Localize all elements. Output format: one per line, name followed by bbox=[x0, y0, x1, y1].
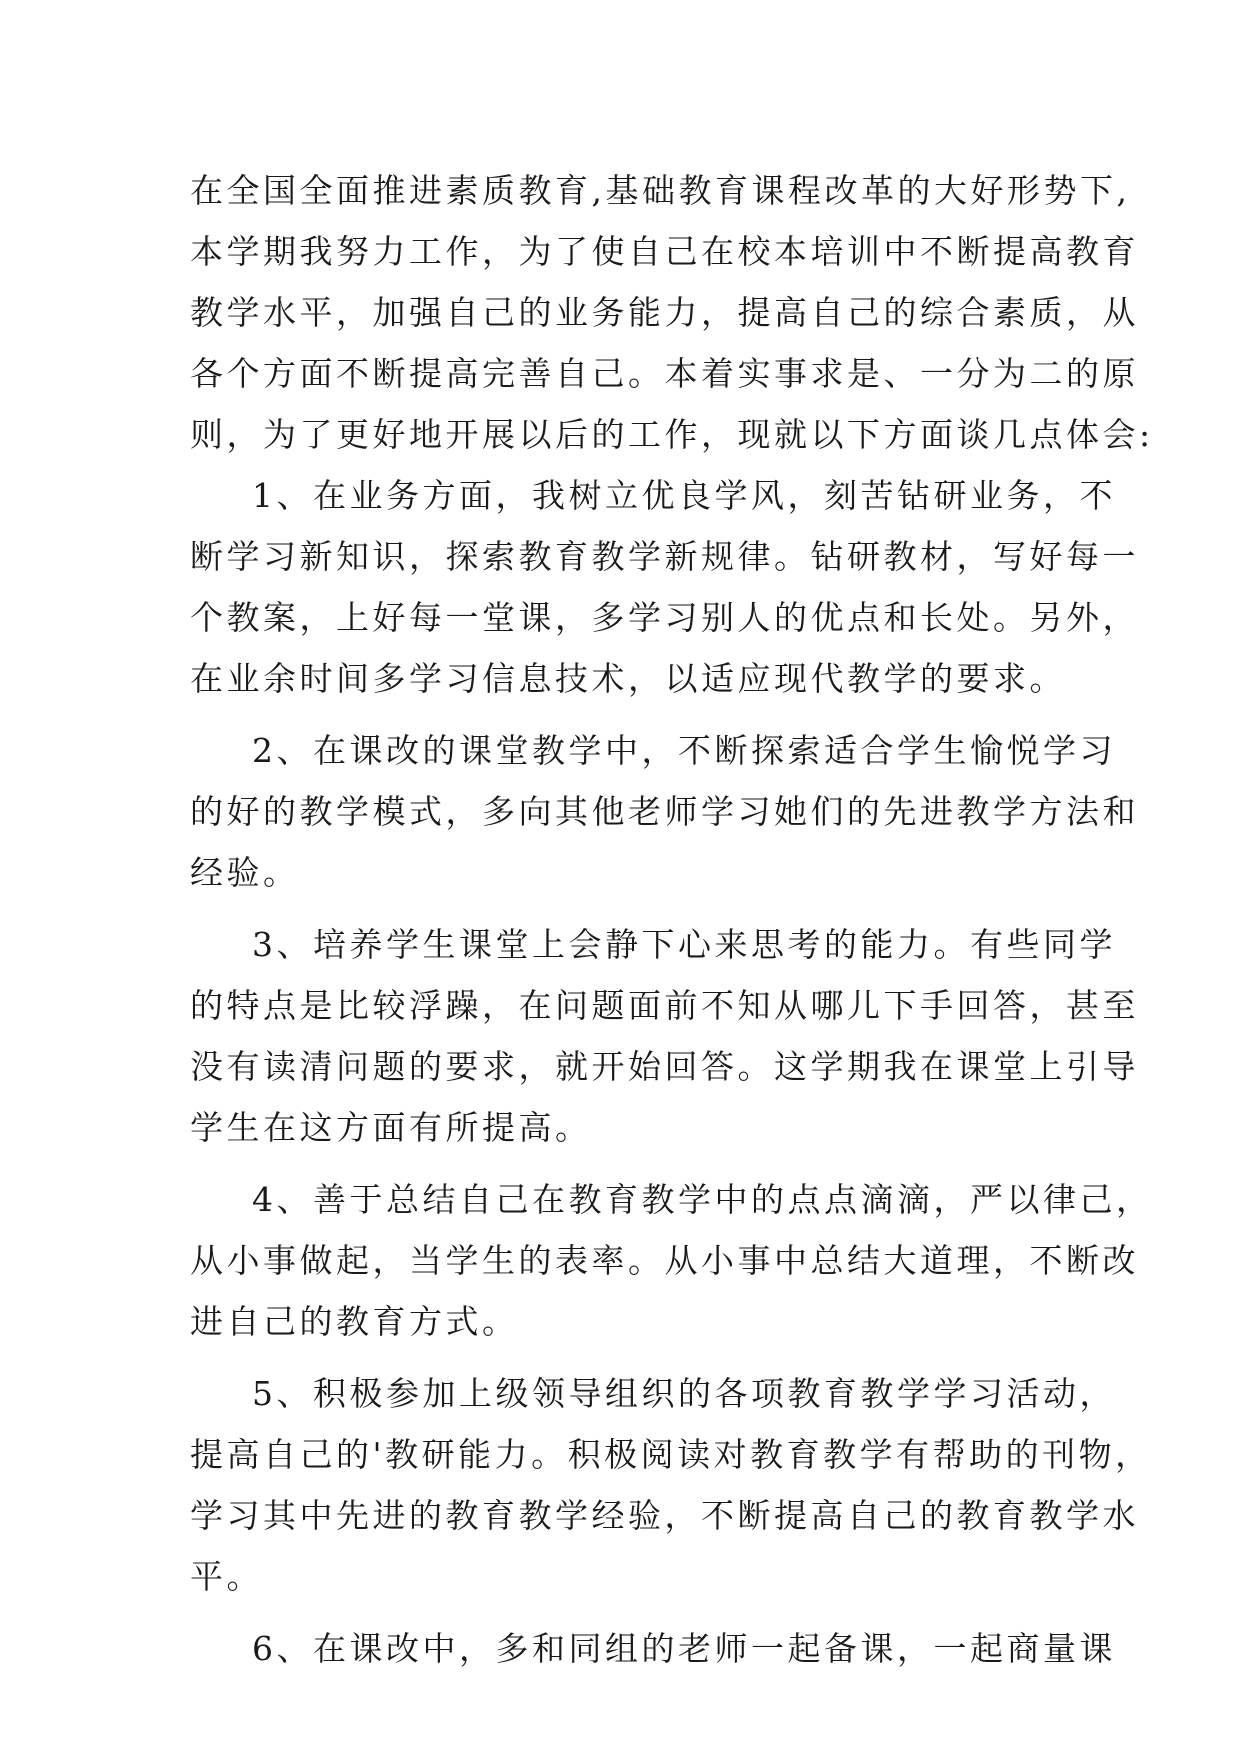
text-line: 没有读清问题的要求，就开始回答。这学期我在课堂上引导 bbox=[190, 1047, 1139, 1086]
text-line: 经验。 bbox=[190, 853, 300, 892]
paragraph-2 bbox=[190, 720, 1139, 903]
text-line: 在业余时间多学习信息技术，以适应现代教学的要求。 bbox=[190, 659, 1066, 698]
text-line: 则，为了更好地开展以后的工作，现就以下方面谈几点体会: bbox=[190, 415, 1154, 454]
paragraph-spacer bbox=[190, 1352, 1070, 1363]
text-line: 提高自己的'教研能力。积极阅读对教育教学有帮助的刊物， bbox=[190, 1435, 1152, 1474]
paragraph-4 bbox=[190, 1169, 1153, 1352]
text-line: 的好的教学模式，多向其他老师学习她们的先进教学方法和 bbox=[190, 792, 1139, 831]
paragraph-spacer bbox=[190, 1158, 1070, 1169]
text-line: 平。 bbox=[190, 1557, 263, 1596]
text-line: 6、在课改中，多和同组的老师一起备课，一起商量课 bbox=[252, 1629, 1116, 1668]
text-line: 4、善于总结自己在教育教学中的点点滴滴，严以律己， bbox=[252, 1180, 1153, 1219]
text-line: 进自己的教育方式。 bbox=[190, 1302, 519, 1341]
paragraph-spacer bbox=[190, 709, 1070, 720]
paragraph-spacer bbox=[190, 1607, 1070, 1618]
text-line: 学生在这方面有所提高。 bbox=[190, 1108, 592, 1147]
paragraph-5 bbox=[190, 1363, 1152, 1607]
text-line: 在全国全面推进素质教育,基础教育课程改革的大好形势下, bbox=[190, 171, 1131, 210]
text-line: 的特点是比较浮躁，在问题面前不知从哪儿下手回答，甚至 bbox=[190, 986, 1139, 1025]
paragraph-intro bbox=[190, 160, 1154, 465]
text-line: 学习其中先进的教育教学经验，不断提高自己的教育教学水 bbox=[190, 1496, 1139, 1535]
text-line: 个教案，上好每一堂课，多学习别人的优点和长处。另外， bbox=[190, 598, 1139, 637]
text-line: 1、在业务方面，我树立优良学风，刻苦钻研业务，不 bbox=[252, 476, 1116, 515]
text-line: 教学水平，加强自己的业务能力，提高自己的综合素质，从 bbox=[190, 293, 1139, 332]
text-line: 从小事做起，当学生的表率。从小事中总结大道理，不断改 bbox=[190, 1241, 1139, 1280]
paragraph-spacer bbox=[190, 903, 1070, 914]
paragraph-3 bbox=[190, 914, 1139, 1158]
text-line: 断学习新知识，探索教育教学新规律。钻研教材，写好每一 bbox=[190, 537, 1139, 576]
text-line: 3、培养学生课堂上会静下心来思考的能力。有些同学 bbox=[252, 925, 1116, 964]
text-line: 5、积极参加上级领导组织的各项教育教学学习活动， bbox=[252, 1374, 1116, 1413]
document-body bbox=[190, 160, 1154, 1679]
text-line: 本学期我努力工作，为了使自己在校本培训中不断提高教育 bbox=[190, 232, 1139, 271]
text-line: 2、在课改的课堂教学中，不断探索适合学生愉悦学习 bbox=[252, 731, 1116, 770]
paragraph-6 bbox=[190, 1618, 1116, 1679]
text-line: 各个方面不断提高完善自己。本着实事求是、一分为二的原 bbox=[190, 354, 1139, 393]
paragraph-1 bbox=[190, 465, 1139, 709]
